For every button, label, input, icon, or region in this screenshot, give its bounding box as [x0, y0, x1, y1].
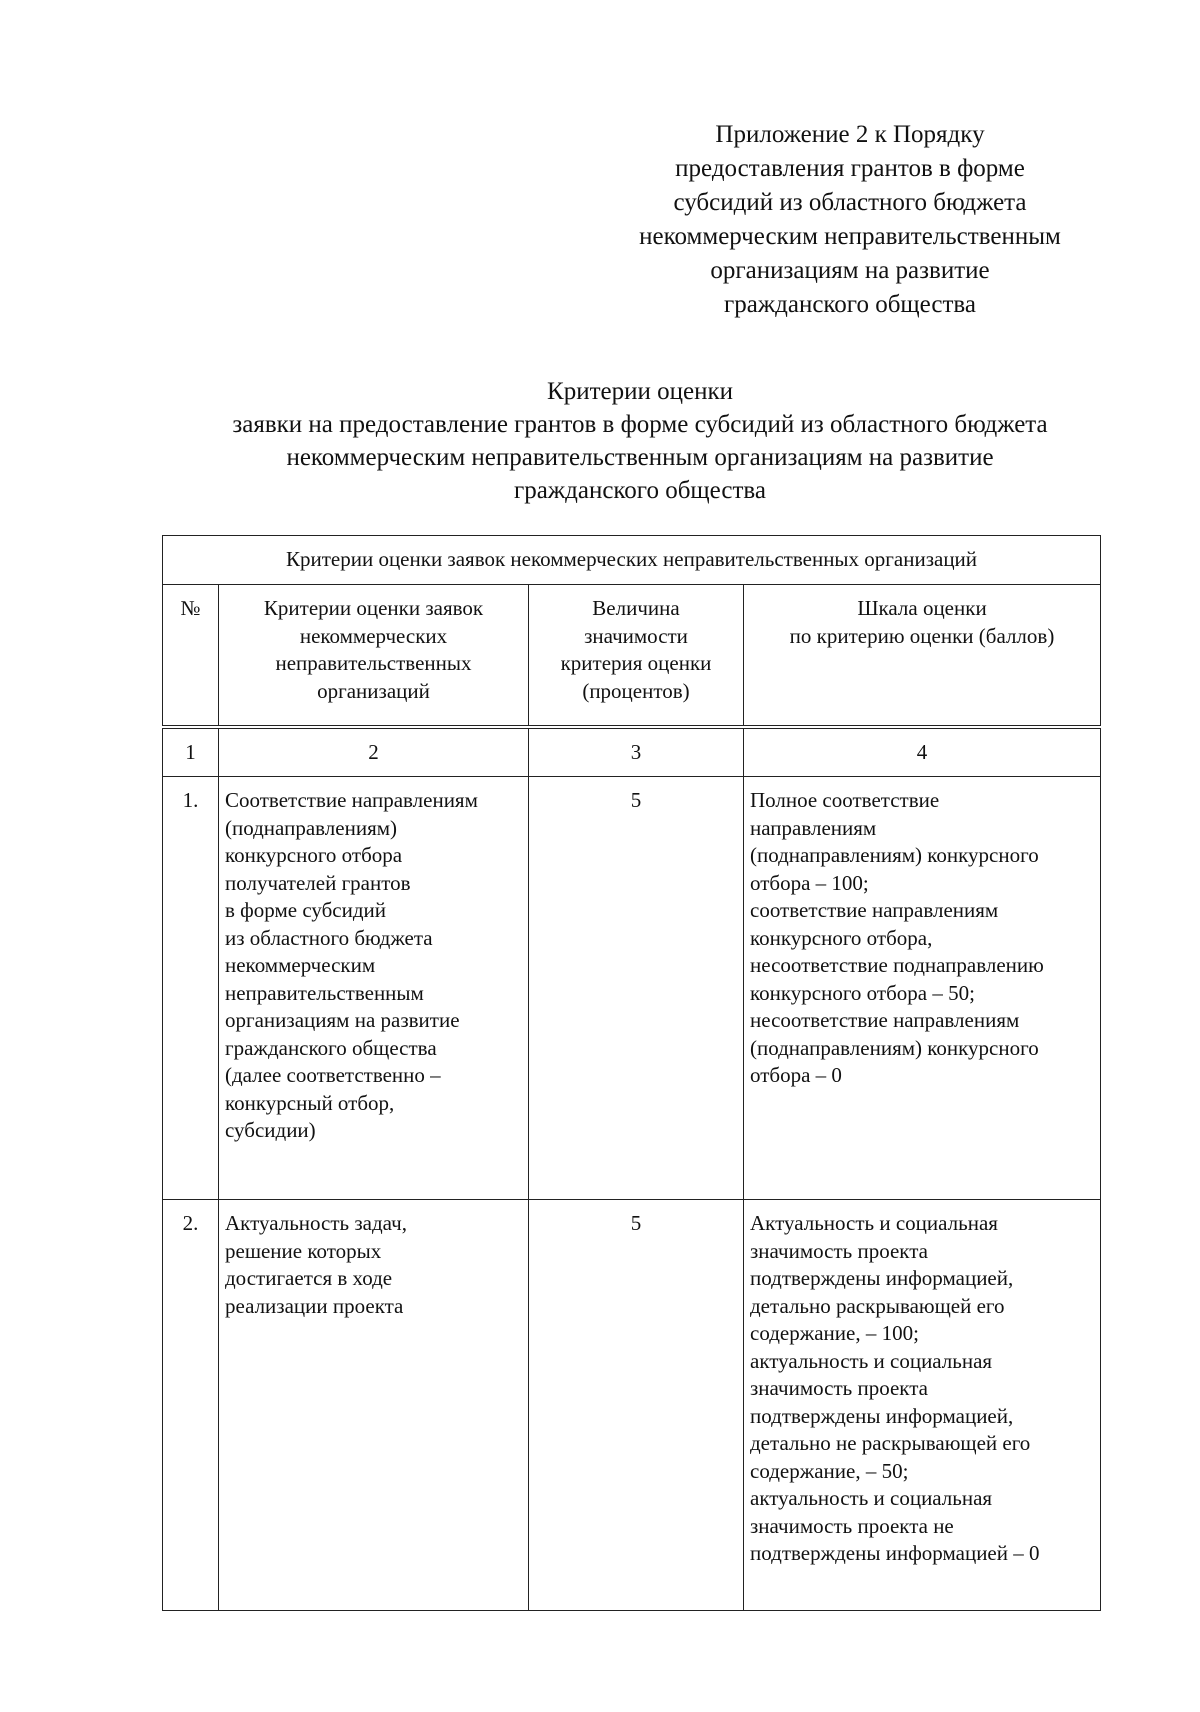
row-number: 1. — [163, 777, 219, 1200]
scale-line: значимость проекта — [750, 1376, 928, 1400]
header-line: Критерии оценки заявок — [263, 596, 484, 620]
criterion-line: из областного бюджета — [225, 925, 433, 950]
criterion-line: в форме субсидий — [225, 898, 386, 922]
scale-line: несоответствие направлениям — [750, 1008, 1020, 1032]
table-caption-row — [163, 536, 1101, 585]
row-number: 2. — [163, 1200, 219, 1611]
appendix-line: Приложение 2 к Порядку — [715, 121, 985, 148]
scale-line: детально не раскрывающей его — [750, 1431, 1031, 1455]
scale-line: подтверждены информацией – 0 — [750, 1541, 1040, 1565]
row-scale — [744, 1200, 1101, 1611]
criterion-line: (далее соответственно – — [225, 1063, 441, 1087]
row-weight: 5 — [529, 1200, 744, 1611]
header-criteria — [219, 585, 529, 728]
table-row — [163, 777, 1101, 1200]
column-number-row — [163, 727, 1101, 777]
criterion-line: организациям на развитие — [225, 1008, 460, 1032]
header-line: значимости — [584, 623, 688, 648]
criterion-line: (поднаправлениям) — [225, 815, 398, 840]
scale-line: значимость проекта — [750, 1238, 928, 1263]
scale-line: несоответствие поднаправлению — [750, 953, 1044, 977]
criteria-table — [162, 535, 1101, 1611]
scale-line: конкурсного отбора, — [750, 925, 933, 950]
column-number: 4 — [744, 727, 1101, 777]
scale-line: отбора – 100; — [750, 870, 869, 895]
criterion-line: получателей грантов — [225, 870, 411, 895]
document-title — [130, 375, 1150, 507]
criterion-line: некоммерческим — [225, 953, 376, 977]
header-line: некоммерческих — [299, 623, 448, 648]
criterion-line: неправительственным — [225, 980, 424, 1005]
criterion-line: конкурсный отбор, — [225, 1090, 395, 1115]
criterion-line: Актуальность задач, — [225, 1211, 407, 1235]
appendix-line: некоммерческим неправительственным — [639, 223, 1061, 250]
criterion-line: Соответствие направлениям — [225, 788, 478, 812]
title-line: гражданского общества — [514, 477, 766, 504]
appendix-line: субсидий из областного бюджета — [673, 189, 1027, 216]
scale-line: отбора – 0 — [750, 1063, 842, 1087]
scale-line: Полное соответствие — [750, 788, 940, 812]
appendix-reference — [600, 118, 1100, 322]
row-weight: 5 — [529, 777, 744, 1200]
column-number: 1 — [163, 727, 219, 777]
criterion-line: конкурсного отбора — [225, 843, 403, 867]
scale-line: детально раскрывающей его — [750, 1293, 1005, 1318]
table-header-row — [163, 585, 1101, 728]
scale-line: содержание, – 50; — [750, 1458, 909, 1483]
scale-line: подтверждены информацией, — [750, 1403, 1014, 1428]
header-line: (процентов) — [582, 678, 690, 703]
header-line: Величина — [592, 596, 680, 620]
row-scale — [744, 777, 1101, 1200]
scale-line: содержание, – 100; — [750, 1321, 919, 1345]
scale-line: (поднаправлениям) конкурсного — [750, 843, 1039, 867]
header-line: критерия оценки — [560, 651, 712, 675]
column-number: 3 — [529, 727, 744, 777]
header-line: организаций — [317, 678, 430, 703]
scale-line: соответствие направлениям — [750, 898, 999, 922]
criterion-line: решение которых — [225, 1238, 382, 1263]
scale-line: (поднаправлениям) конкурсного — [750, 1035, 1039, 1060]
criterion-line: гражданского общества — [225, 1035, 437, 1060]
appendix-line: гражданского общества — [724, 291, 976, 318]
scale-line: актуальность и социальная — [750, 1486, 993, 1510]
title-line: некоммерческим неправительственным организациям на развитие — [286, 444, 994, 471]
table-caption: Критерии оценки заявок некоммерческих неправительственных организаций — [163, 536, 1101, 585]
header-number: № — [163, 585, 219, 728]
scale-line: актуальность и социальная — [750, 1348, 993, 1373]
header-line: неправительственных — [275, 651, 472, 675]
table-row — [163, 1200, 1101, 1611]
header-weight — [529, 585, 744, 728]
scale-line: Актуальность и социальная — [750, 1211, 998, 1235]
title-line: Критерии оценки — [547, 378, 733, 405]
criterion-line: субсидии) — [225, 1118, 316, 1142]
column-number: 2 — [219, 727, 529, 777]
header-scale — [744, 585, 1101, 728]
title-line: заявки на предоставление грантов в форме субсидий из областного бюджета — [232, 411, 1048, 438]
appendix-line: организациям на развитие — [710, 257, 990, 284]
criterion-line: реализации проекта — [225, 1293, 404, 1318]
row-criterion — [219, 777, 529, 1200]
row-criterion — [219, 1200, 529, 1611]
appendix-line: предоставления грантов в форме — [675, 155, 1025, 182]
scale-line: значимость проекта не — [750, 1513, 954, 1538]
header-line: по критерию оценки (баллов) — [789, 623, 1055, 648]
criterion-line: достигается в ходе — [225, 1266, 393, 1290]
scale-line: конкурсного отбора – 50; — [750, 980, 975, 1005]
scale-line: направлениям — [750, 815, 877, 840]
scale-line: подтверждены информацией, — [750, 1266, 1014, 1290]
header-line: Шкала оценки — [857, 596, 987, 620]
